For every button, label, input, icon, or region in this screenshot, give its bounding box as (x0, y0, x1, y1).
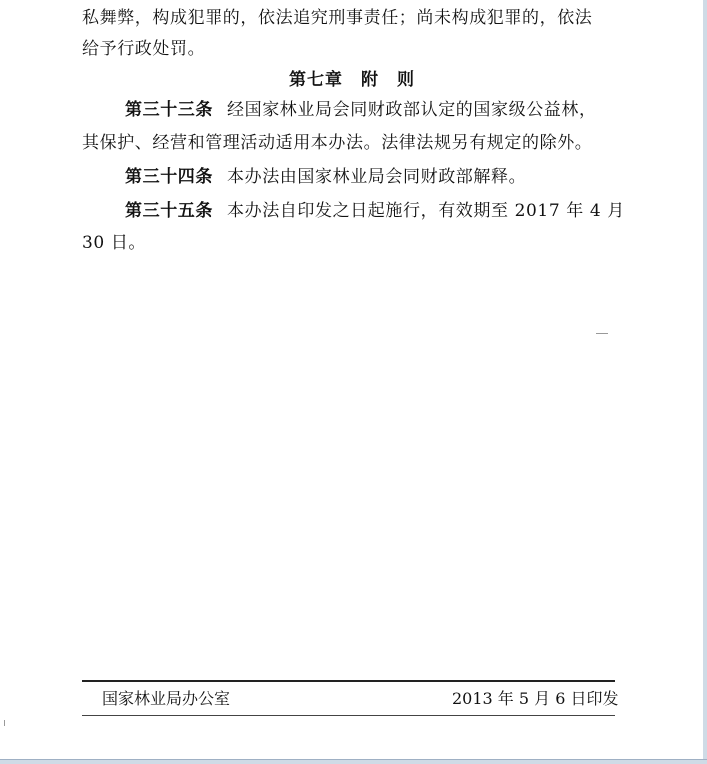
footer-bottom-rule (82, 715, 615, 716)
footer-issuer: 国家林业局办公室 (102, 689, 231, 708)
scan-speck (596, 333, 608, 334)
article-34 (125, 166, 526, 188)
page-right-border (703, 0, 707, 764)
chapter-heading: 第七章 附 则 (289, 70, 415, 90)
article-33-line1 (125, 99, 597, 121)
footer-date: 2013 年 5 月 6 日印发 (452, 689, 619, 708)
article-35-label: 第三十五条 (125, 201, 213, 221)
article-34-text: 本办法由国家林业局会同财政部解释。 (227, 167, 527, 187)
footer-top-rule (82, 680, 615, 682)
article-33-label: 第三十三条 (125, 100, 213, 120)
article-35-line1 (125, 200, 625, 222)
page-bottom-border (0, 759, 707, 764)
paragraph-line: 给予行政处罚。 (82, 39, 206, 59)
article-34-label: 第三十四条 (125, 167, 213, 187)
article-33-line2: 其保护、经营和管理活动适用本办法。法律法规另有规定的除外。 (82, 133, 593, 153)
article-35-line2: 30 日。 (82, 233, 147, 253)
scan-speck (4, 720, 5, 726)
article-35-text: 本办法自印发之日起施行，有效期至 2017 年 4 月 (227, 201, 625, 221)
paragraph-line: 私舞弊，构成犯罪的，依法追究刑事责任；尚未构成犯罪的，依法 (82, 8, 593, 28)
article-33-text: 经国家林业局会同财政部认定的国家级公益林， (227, 100, 597, 120)
